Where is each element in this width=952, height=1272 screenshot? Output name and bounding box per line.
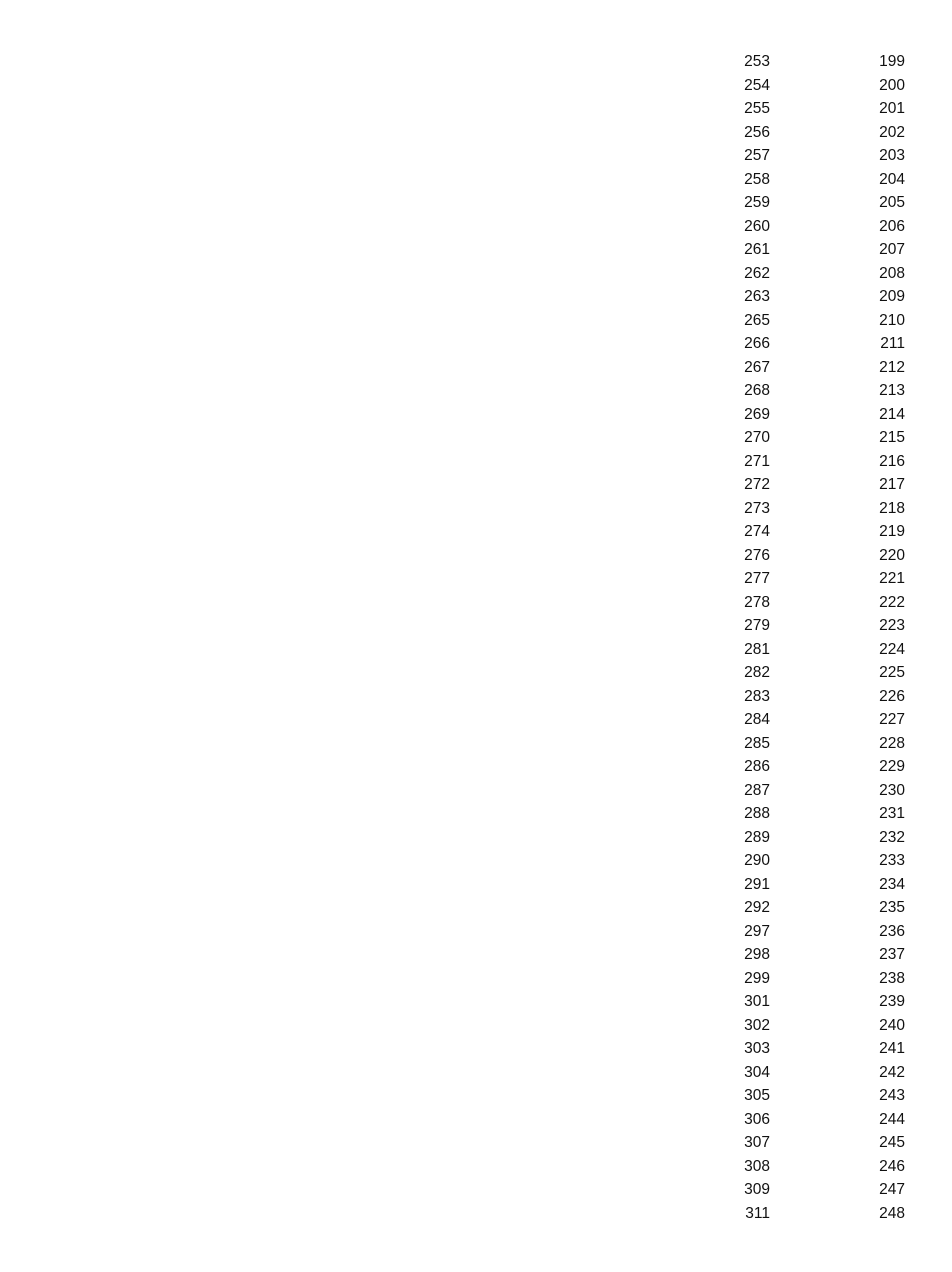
table-row [720,262,920,286]
table-cell-col2: 237 [879,946,905,963]
table-cell-col2: 226 [879,687,905,705]
table-cell-col1: 271 [744,452,770,470]
table-cell-col2: 241 [879,1040,905,1057]
table-row [720,685,920,709]
table-cell-col1: 290 [744,852,770,869]
table-cell-col2: 212 [879,358,905,376]
table-cell-col1: 259 [744,194,770,211]
table-row [720,403,920,427]
table-row [720,943,920,967]
table-cell-col1: 309 [744,1181,770,1198]
table-cell-col1: 289 [744,828,770,846]
table-cell-col2: 213 [879,382,905,399]
table-row [720,50,920,74]
table-row [720,920,920,944]
table-row [720,1108,920,1132]
table-cell-col1: 256 [744,123,770,141]
table-cell-col1: 306 [744,1110,770,1128]
table-cell-col2: 234 [879,875,905,893]
table-cell-col2: 231 [879,805,905,822]
table-cell-col2: 210 [879,311,905,329]
table-cell-col1: 263 [744,288,770,305]
table-cell-col2: 206 [879,217,905,235]
table-cell-col1: 287 [744,781,770,799]
table-row [720,520,920,544]
table-row [720,97,920,121]
table-cell-col2: 240 [879,1016,905,1034]
table-cell-col2: 232 [879,828,905,846]
table-cell-col2: 242 [879,1063,905,1081]
table-cell-col2: 238 [879,969,905,987]
table-cell-col1: 303 [744,1040,770,1057]
table-cell-col1: 255 [744,100,770,117]
table-cell-col1: 286 [744,758,770,775]
table-row [720,309,920,333]
table-cell-col2: 208 [879,264,905,282]
table-cell-col2: 219 [879,523,905,540]
table-row [720,238,920,262]
table-row [720,1084,920,1108]
table-cell-col1: 299 [744,969,770,987]
table-cell-col1: 281 [744,640,770,658]
table-row [720,379,920,403]
table-cell-col2: 216 [879,452,905,470]
table-cell-col1: 260 [744,217,770,235]
table-cell-col1: 304 [744,1063,770,1081]
table-cell-col2: 202 [879,123,905,141]
table-cell-col2: 224 [879,640,905,658]
table-cell-col2: 214 [879,405,905,423]
table-row [720,896,920,920]
table-cell-col2: 248 [879,1204,905,1222]
table-row [720,849,920,873]
table-cell-col2: 239 [879,993,905,1010]
table-cell-col2: 235 [879,899,905,916]
table-cell-col1: 285 [744,734,770,752]
table-cell-col1: 267 [744,358,770,376]
table-row [720,708,920,732]
table-row [720,779,920,803]
table-cell-col1: 276 [744,546,770,564]
table-row [720,591,920,615]
table-cell-col2: 243 [879,1087,905,1104]
table-cell-col2: 203 [879,147,905,164]
table-cell-col2: 230 [879,781,905,799]
table-row [720,1061,920,1085]
table-cell-col1: 262 [744,264,770,282]
table-cell-col1: 282 [744,664,770,681]
table-cell-col1: 284 [744,711,770,728]
table-cell-col2: 225 [879,664,905,681]
table-row [720,332,920,356]
table-cell-col1: 266 [744,335,770,352]
table-row [720,215,920,239]
table-row [720,473,920,497]
table-row [720,1014,920,1038]
table-cell-col2: 211 [880,335,905,352]
table-cell-col2: 215 [879,429,905,446]
table-cell-col2: 207 [879,241,905,258]
table-row [720,567,920,591]
table-row [720,873,920,897]
table-cell-col1: 311 [745,1204,770,1222]
table-cell-col1: 254 [744,76,770,94]
table-cell-col1: 305 [744,1087,770,1104]
table-cell-col1: 268 [744,382,770,399]
table-row [720,732,920,756]
table-cell-col1: 283 [744,687,770,705]
table-cell-col1: 292 [744,899,770,916]
table-cell-col2: 209 [879,288,905,305]
table-row [720,1131,920,1155]
table-cell-col2: 227 [879,711,905,728]
table-row [720,544,920,568]
table-row [720,121,920,145]
table-row [720,1037,920,1061]
table-cell-col1: 291 [744,875,770,893]
table-cell-col1: 277 [744,570,770,587]
table-cell-col2: 204 [879,170,905,188]
table-cell-col2: 205 [879,194,905,211]
table-cell-col1: 270 [744,429,770,446]
table-cell-col1: 265 [744,311,770,329]
table-cell-col2: 220 [879,546,905,564]
table-row [720,1202,920,1226]
table-cell-col2: 218 [879,499,905,517]
table-cell-col1: 273 [744,499,770,517]
table-row [720,144,920,168]
table-cell-col1: 297 [744,922,770,940]
table-cell-col2: 199 [879,53,905,70]
table-cell-col1: 253 [744,53,770,70]
table-row [720,191,920,215]
table-row [720,285,920,309]
table-row [720,990,920,1014]
table-cell-col2: 200 [879,76,905,94]
table-row [720,755,920,779]
table-row [720,168,920,192]
table-row [720,426,920,450]
table-row [720,826,920,850]
table-cell-col2: 246 [879,1157,905,1175]
table-cell-col1: 269 [744,405,770,423]
table-row [720,356,920,380]
table-cell-col1: 274 [744,523,770,540]
table-cell-col1: 308 [744,1157,770,1175]
table-cell-col1: 258 [744,170,770,188]
table-cell-col2: 244 [879,1110,905,1128]
table-cell-col1: 257 [744,147,770,164]
table-row [720,1178,920,1202]
table-row [720,74,920,98]
table-row [720,614,920,638]
table-row [720,802,920,826]
table-row [720,450,920,474]
table-cell-col1: 278 [744,593,770,611]
table-cell-col2: 245 [879,1134,905,1151]
table-cell-col2: 247 [879,1181,905,1198]
table-cell-col2: 201 [879,100,905,117]
table-cell-col1: 307 [744,1134,770,1151]
number-table [720,50,920,1225]
table-cell-col2: 221 [879,570,905,587]
table-cell-col2: 217 [879,476,905,493]
table-cell-col1: 261 [744,241,770,258]
table-row [720,1155,920,1179]
table-cell-col1: 288 [744,805,770,822]
table-cell-col1: 272 [744,476,770,493]
table-cell-col2: 228 [879,734,905,752]
table-cell-col1: 301 [744,993,770,1010]
table-cell-col2: 222 [879,593,905,611]
table-row [720,497,920,521]
table-cell-col1: 279 [744,617,770,634]
table-cell-col2: 233 [879,852,905,869]
table-row [720,967,920,991]
table-cell-col2: 229 [879,758,905,775]
table-cell-col2: 236 [879,922,905,940]
table-cell-col2: 223 [879,617,905,634]
table-row [720,661,920,685]
table-row [720,638,920,662]
table-cell-col1: 298 [744,946,770,963]
table-cell-col1: 302 [744,1016,770,1034]
